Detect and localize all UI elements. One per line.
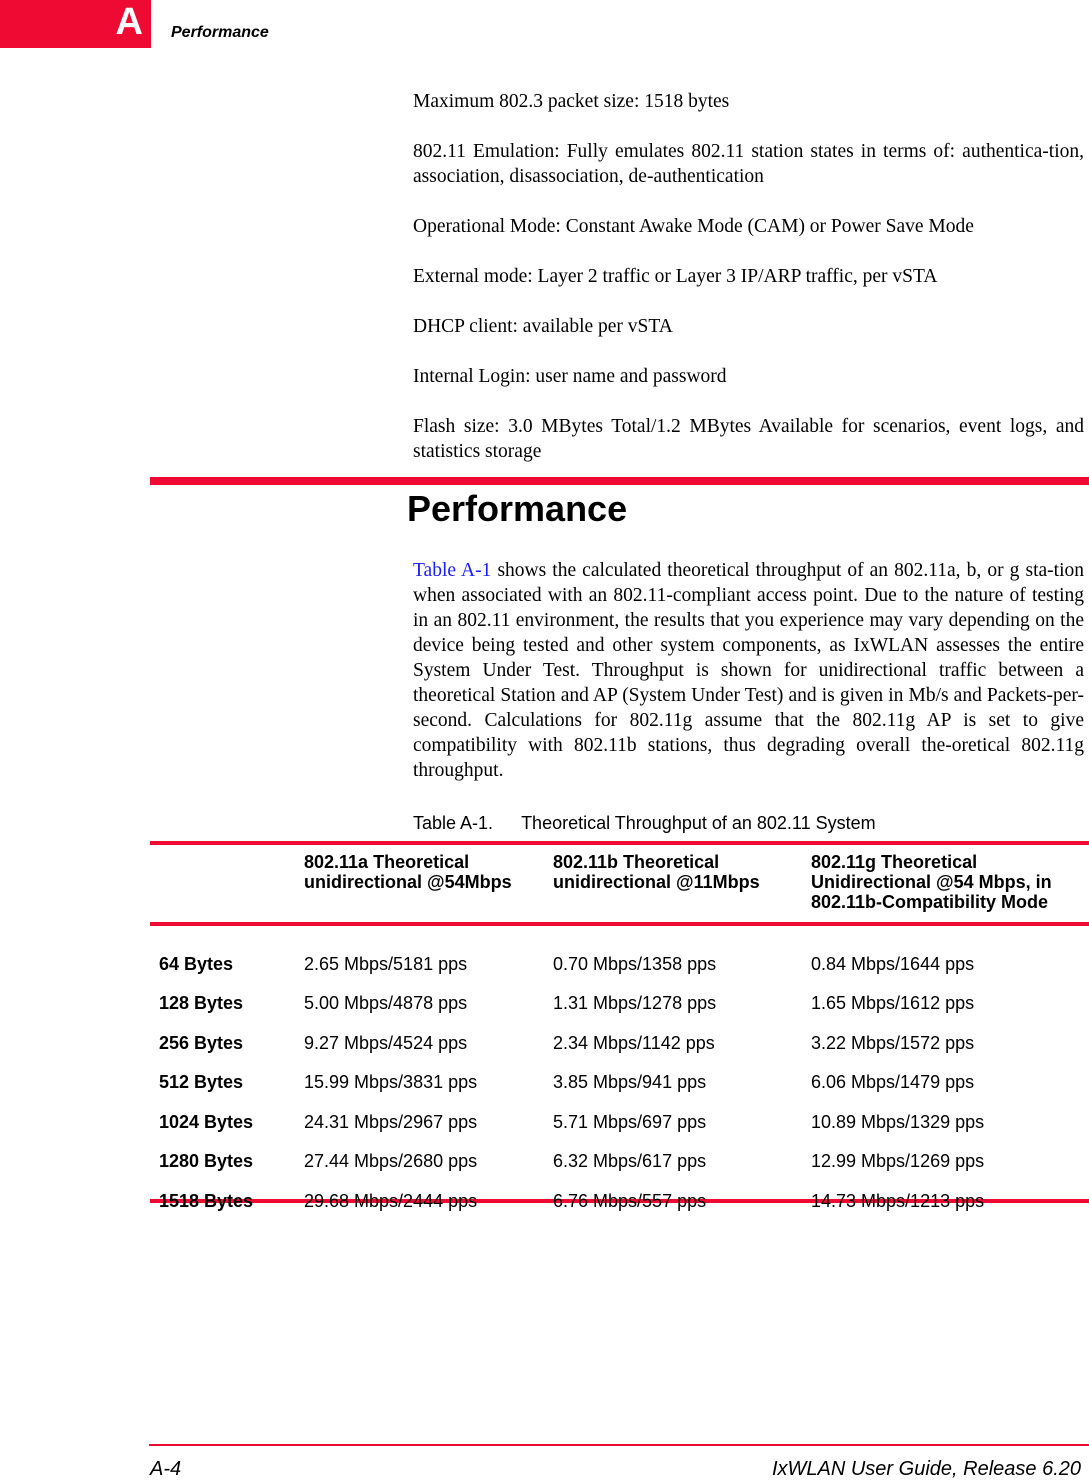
table-cell: 5.00 Mbps/4878 pps <box>304 993 468 1014</box>
table-cell: 6.76 Mbps/557 pps <box>553 1190 707 1211</box>
caption-title: Theoretical Throughput of an 802.11 System <box>521 813 876 833</box>
table-row <box>150 1142 1089 1182</box>
table-header-row <box>150 847 1089 924</box>
column-header: 802.11b Theoretical unidirectional @11Mbps <box>553 852 760 892</box>
table-cell: 14.73 Mbps/1213 pps <box>811 1190 985 1211</box>
spec-item: Operational Mode: Constant Awake Mode (CAM) or Power Save Mode <box>413 216 974 237</box>
column-header: 802.11g Theoretical Unidirectional @54 Mbps, in 802.11b-Compatibility Mode <box>811 852 1052 912</box>
table-cell: 10.89 Mbps/1329 pps <box>811 1111 985 1132</box>
table-cell: 9.27 Mbps/4524 pps <box>304 1032 468 1053</box>
row-header: 1024 Bytes <box>159 1111 254 1132</box>
table-cell: 6.32 Mbps/617 pps <box>553 1151 707 1172</box>
chapter-letter: A <box>115 1 143 43</box>
caption-number: Table A-1. <box>413 813 494 833</box>
spec-item: External mode: Layer 2 traffic or Layer 3 IP/ARP traffic, per vSTA <box>413 266 938 287</box>
table-cell: 12.99 Mbps/1269 pps <box>811 1151 985 1172</box>
section-paragraph <box>413 558 1084 783</box>
spec-item: 802.11 Emulation: Fully emulates 802.11 station states in terms of: authentica-tion, association, disassociation, de-authentication <box>413 141 1084 187</box>
table-cell: 5.71 Mbps/697 pps <box>553 1111 707 1132</box>
section-rule <box>150 477 1089 485</box>
table-top-rule <box>150 841 1089 845</box>
row-header: 1280 Bytes <box>159 1151 254 1172</box>
table-cell: 2.34 Mbps/1142 pps <box>553 1032 715 1053</box>
table-row <box>150 944 1089 984</box>
footer-title: IxWLAN User Guide, Release 6.20 <box>771 1458 1081 1480</box>
table-cell: 0.70 Mbps/1358 pps <box>553 953 717 974</box>
table-cell: 3.22 Mbps/1572 pps <box>811 1032 975 1053</box>
paragraph-text: shows the calculated theoretical throughput of an 802.11a, b, or g sta-tion when associated with an 802.11-compliant access point. Due to the nature of testing in an 802.11 environment, the results that you experience may vary depending on the device being tested and other system components, as IxWLAN assesses the entire System Under Test. Throughput is shown for unidirectional traffic between a theoretical Station and AP (System Under Test) and is given in Mb/s and Packets-per-second. Calculations for 802.11g assume that the 802.11g AP is set to give compatibility with 802.11b stations, thus degrading overall the-oretical 802.11g throughput. <box>413 560 1084 781</box>
table-cell: 15.99 Mbps/3831 pps <box>304 1072 478 1093</box>
spec-item: DHCP client: available per vSTA <box>413 316 673 337</box>
row-header: 512 Bytes <box>159 1072 244 1093</box>
chapter-tab <box>0 0 151 48</box>
spacer <box>150 934 1089 944</box>
table-cell: 0.84 Mbps/1644 pps <box>811 953 975 974</box>
running-header: Performance <box>171 24 269 41</box>
table-cell: 24.31 Mbps/2967 pps <box>304 1111 478 1132</box>
table-cell: 1.65 Mbps/1612 pps <box>811 993 975 1014</box>
table-row <box>150 1102 1089 1142</box>
table-row <box>150 984 1089 1024</box>
table-row <box>150 1023 1089 1063</box>
column-header <box>150 847 304 924</box>
row-header: 128 Bytes <box>159 993 244 1014</box>
page-number: A-4 <box>150 1458 182 1480</box>
table-cell: 29.68 Mbps/2444 pps <box>304 1190 478 1211</box>
table-row <box>150 1181 1089 1221</box>
spec-item: Flash size: 3.0 MBytes Total/1.2 MBytes Available for scenarios, event logs, and statistics storage <box>413 416 1084 462</box>
table-cell: 1.31 Mbps/1278 pps <box>553 993 717 1014</box>
table-link[interactable]: Table A-1 <box>413 560 492 581</box>
column-header: 802.11a Theoretical unidirectional @54Mbps <box>304 852 512 892</box>
row-header: 64 Bytes <box>159 953 234 974</box>
section-title: Performance <box>407 488 628 529</box>
table-row <box>150 1063 1089 1103</box>
spec-item: Internal Login: user name and password <box>413 366 727 387</box>
table-cell: 3.85 Mbps/941 pps <box>553 1072 707 1093</box>
footer-rule <box>149 1444 1089 1446</box>
table-cell: 27.44 Mbps/2680 pps <box>304 1151 478 1172</box>
table-cell: 6.06 Mbps/1479 pps <box>811 1072 975 1093</box>
row-header: 1518 Bytes <box>159 1190 254 1211</box>
table-cell: 2.65 Mbps/5181 pps <box>304 953 468 974</box>
table-caption <box>413 813 876 834</box>
throughput-table <box>150 847 1089 1211</box>
row-header: 256 Bytes <box>159 1032 244 1053</box>
spec-item: Maximum 802.3 packet size: 1518 bytes <box>413 91 730 112</box>
